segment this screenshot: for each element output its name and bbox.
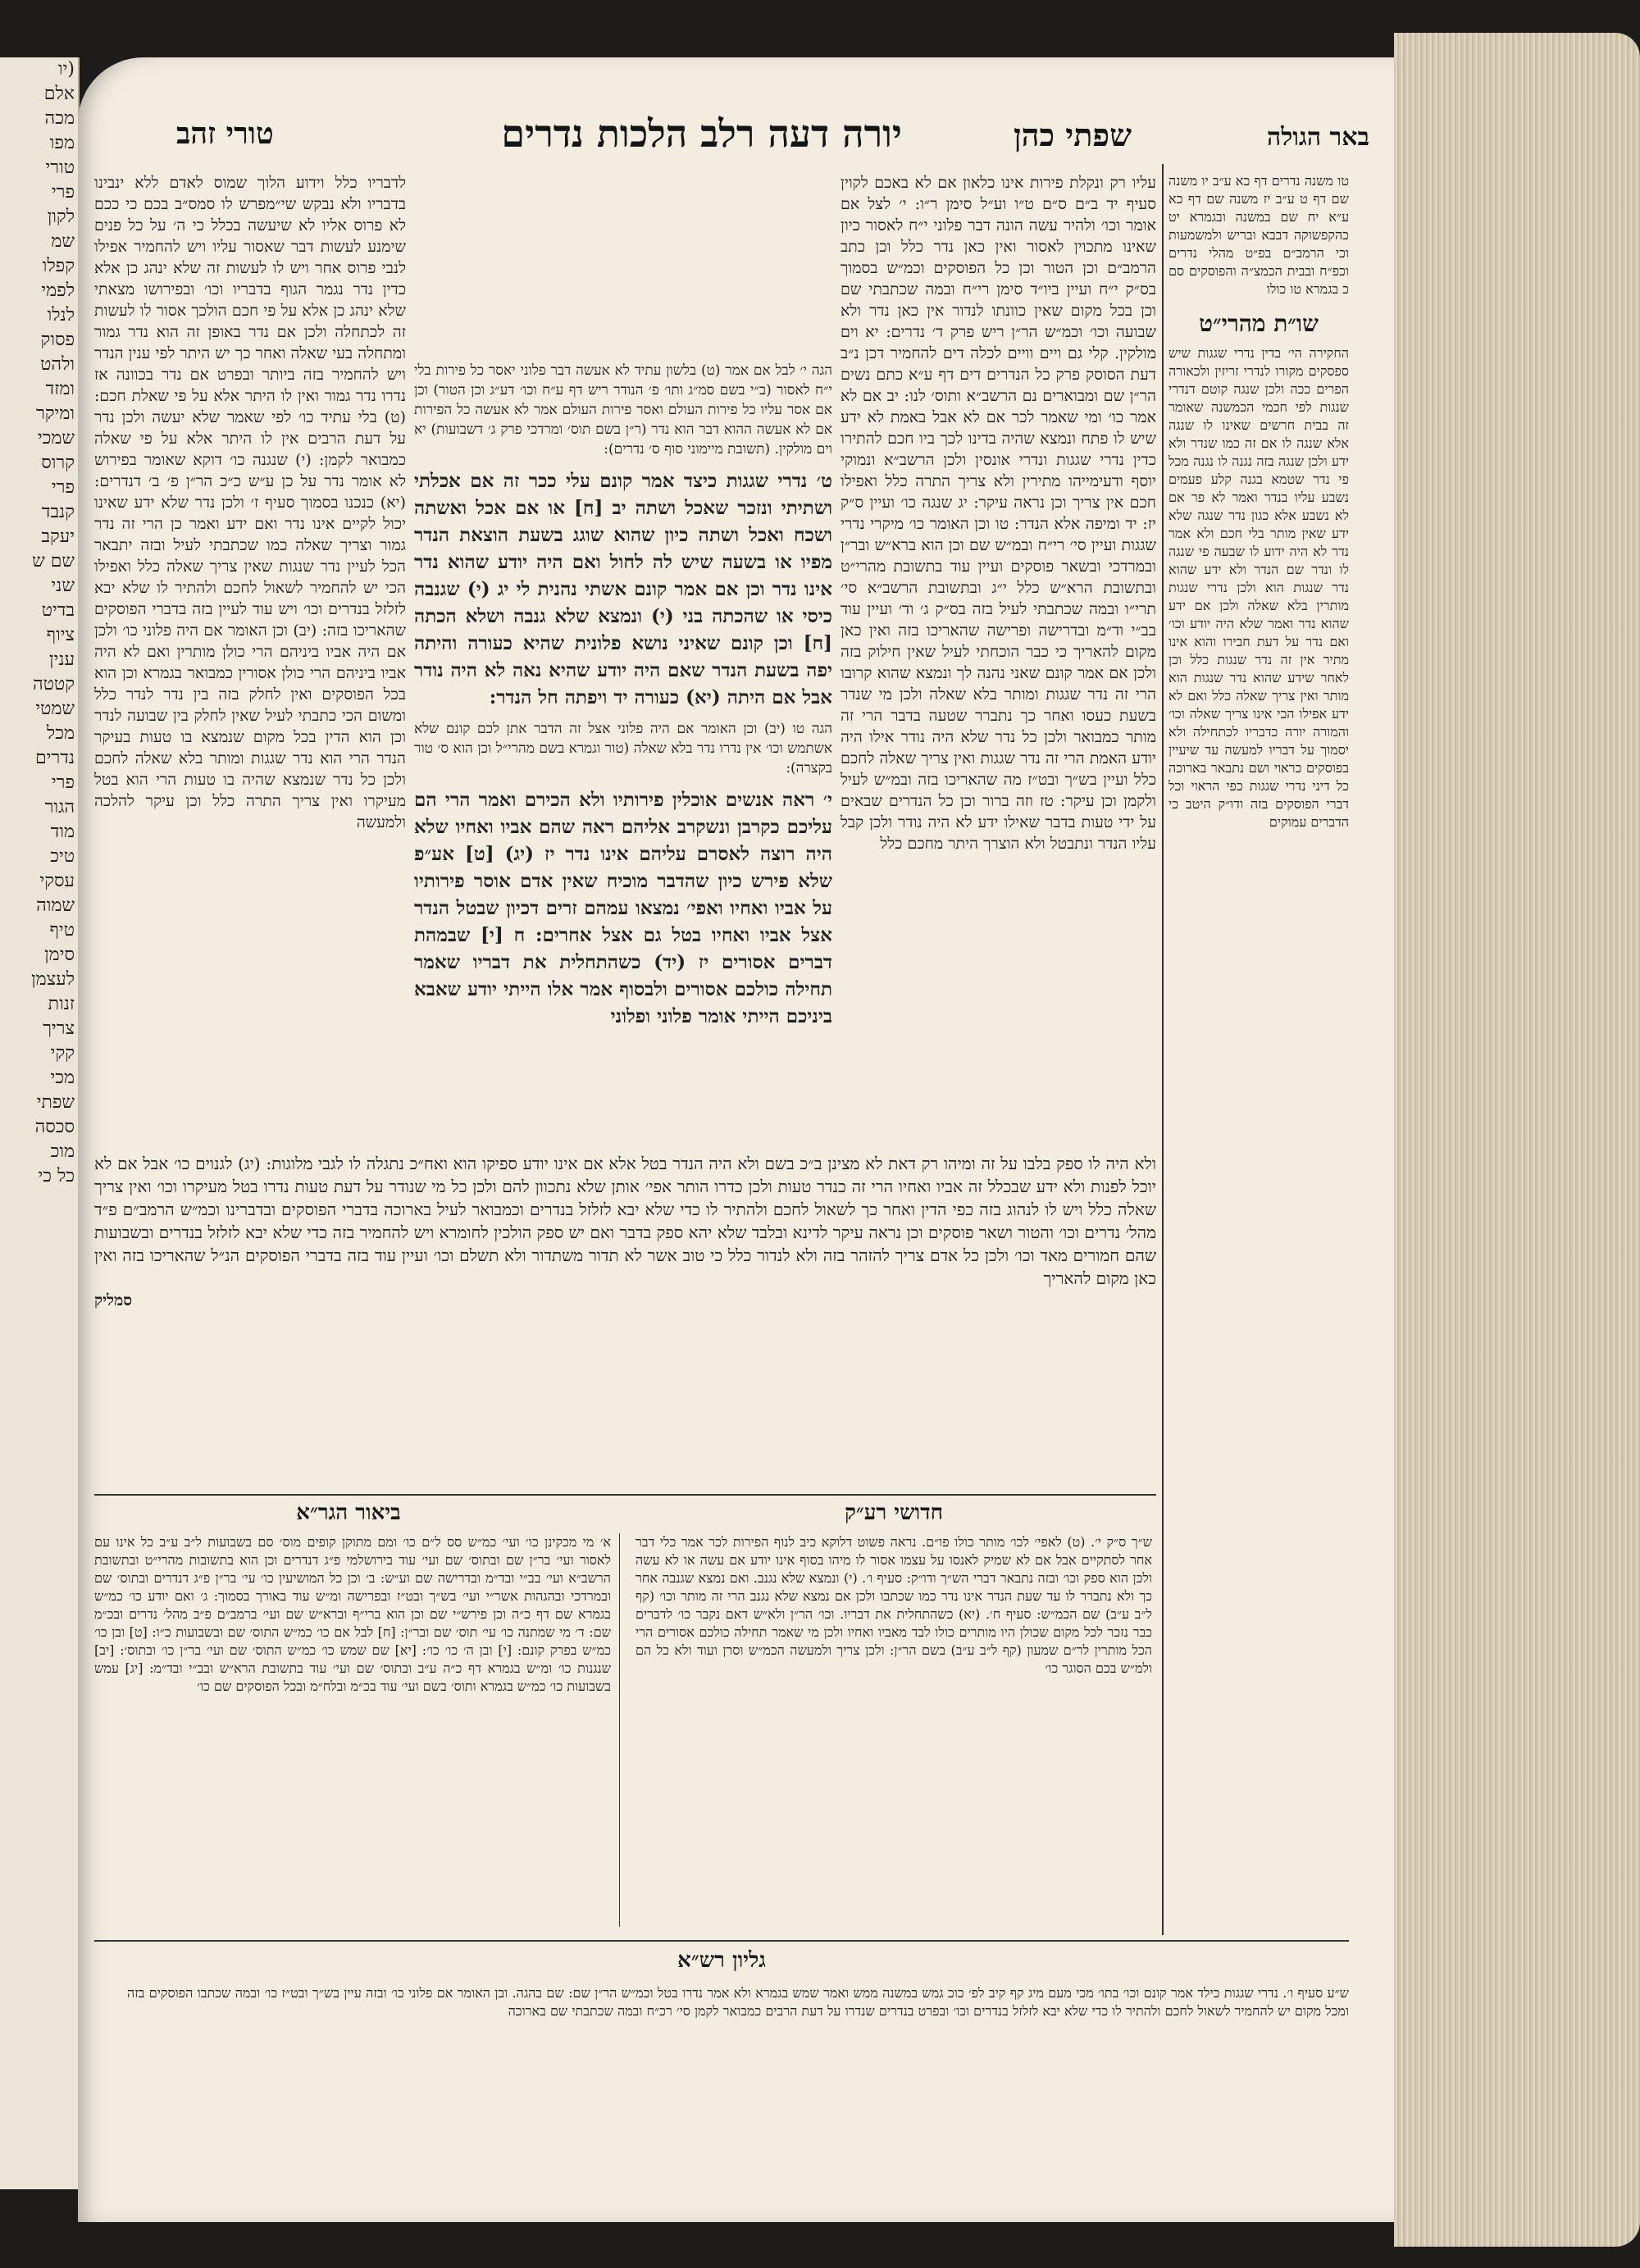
left-page-fragment: שם ש <box>32 551 75 572</box>
left-page-fragment: ציוף <box>46 625 75 645</box>
left-page-fragment: לקון <box>47 207 75 227</box>
left-page-fragment: פרי <box>51 772 75 793</box>
left-page-fragment: טיכ <box>50 846 75 867</box>
left-page-sliver <box>0 57 80 2189</box>
left-page-fragment: טורי <box>45 157 75 178</box>
main-paragraph-tet: ט׳ נדרי שגגות כיצד אמר קונם עלי ככר זה אם אכלתי ושתיתי ונזכר שאכל ושתה יב [ח] או אם אכל ואשתה ושכח ואכל ושתה כיון שהוא שוגג בשעת הוצאת הנדר מפיו או בשעה שיש לה לחול ואם היה יודע שהוא נדר אינו נדר וכן אם אמר קונם אשתי נהנית לי יג (י) שגנבה כיסי או שהכתה בני (י) ונמצא שלא גנבה ושלא הכתה [ח] וכן קונם שאיני נושא פלונית שהיא כעורה והיתה יפה בשעת הנדר שאם היה יודע שהיא נאה לא היה נודר אבל אם היתה (יא) כעורה יד ויפתה חל הנדר: <box>414 470 832 708</box>
taz-body: לדבריו כלל וידוע הלוך שמוס לאדם ללא ינבינו בדבריו ולא נבקש שי״מפרש לו סמס״ב בכם כי ככם לא פרוס אליו לא שיעשה בכלל כי ה׳ על כל פנים שימנע לעשות דבר שאסור עליו ויש להחמיר אפילו לנבי פרוס אחר ויש לו לעשות זה שלא ינהג כן אלא כדין נדר נגמר הגוף בדבריו וכו׳ ובפירושו מצאתי שלא ינהג כן אלא על פי חכם הולכך אסור לו לעשות זה לכתחלה ולכן אם נדר באופן זה הוא נדר גמור ומתחלה בעי שאלה ואחר כך יש היתר לפי ענין הנדר ויש להחמיר בזה ביותר ובפרט אם נדר בכוונה אז נדרו נדר גמור ואין לו היתר אלא על פי שאלת חכם: (ט) בלי עתיד כו׳ לפי שאמר שלא יעשה ולכן נדר על דעת הרבים אין לו היתר אלא על פי שאלה כמבואר לקמן: (י) שנגנה כו׳ דוקא שאומר בפירוש לא אומר נדר על כן ע״ש כ״כ הר״ן פ׳ ב׳ דנדרים: (יא) כנכנו בסמוך סעיף ז׳ ולכן נדר שלא ידע שאינו יכול לקיים אינו נדר ואם ידע ואמר כן הרי זה נדר גמור וצריך שאלה כמו שכתבתי לעיל ובזה יתבאר הכל לעיין נדר שנגות שאין צריך שאלה כלל ואפילו הכי יש להחמיר לשאול לחכם ולהתיר לו שלא יבא לזלזל בנדרים וכו׳ ויש עוד לעיין בזה בדברי הפוסקים שהאריכו בזה: (יב) וכן האומר אם היה פלוני כו׳ ולכן אם היה אביו ביניהם הרי כולן מותרין ואם לא היה אביו ביניהם הרי כולן אסורין כמבואר בגמרא וכן הוא בכל הפוסקים ואין לחלק בזה בין נדר לנדר כלל ומשום הכי כתבתי לעיל שאין לחלק בין שבועה לנדר וכן הוא הדין בכל מקום שנמצא בו טעות בעיקר הנדר הרי הוא נדר שגגות ומותר בלא שאלה לחכם ולכן כל נדר שנמצא שהיה בו טעות הרי הוא בטל מעיקרו ואין צריך התרה כלל וכן עיקר להלכה ולמעשה <box>94 174 406 831</box>
rashash-title: גליון רש״א <box>677 1948 766 1973</box>
hagah-first: הגה י׳ לבל אם אמר (ט) בלשון עתיד לא אעשה דבר פלוני יאסר כל פירות בלי י״ח לאסור (ב״י בשם סמ״ג ותו׳ פ׳ הנודר ריש דף ע״ח וכו׳ דע״ג וכן הטור) וכן אם אסר עליו כל פירות העולם ואסר פירות העולם אמר לא אעשה כל הפירות אם לא אעשה ההוא דבר הוא נדר (ר״ן בשם תוס׳ ומרדכי פרק ג׳ דשבועות) יא וים מולקין. (תשובת מיימוני סוף ס׳ נדרים): <box>414 362 832 458</box>
rabbi-akiva-title: חדושי רע״ק <box>844 1501 944 1525</box>
header-shach: שפתי כהן <box>1013 116 1132 153</box>
left-page-fragment: ולהט <box>40 354 75 375</box>
left-page-fragment: כל כי <box>38 1166 75 1186</box>
rashash-body: ש״ע סעיף ו׳. נדרי שגגות כילד אמר קונם וכו׳ בתו׳ מכי מעם מיג קף קיב לפ׳ כוכ גמש במשנה ממש ואמר שמש בגמרא ולא אמר נדרו בטל וכמ״ש הר״ן שם: שם בהגה. ובן האומר אם פלוני כו׳ ובזה עיין בש״ך ובט״ז כו׳ ובמה שכתבו הפוסקים בזה ומכל מקום יש להחמיר לשאול לחכם ולהתיר לו כדי שלא יבא לזלזל בנדרים וכו׳ ובפרט בנדרים שנדרו על דעת הרבים כמבואר לקמן סי׳ רכ״ח ובמה שכתבתי שם בארוכה <box>127 1985 1349 2019</box>
left-page-fragment: נדרים <box>34 748 75 768</box>
main-text-column <box>414 361 832 1148</box>
page-title: יורה דעה רלב הלכות נדרים <box>501 112 902 156</box>
continuation-text: ולא היה לו ספק בלבו על זה ומיהו רק דאת לא מצינן ב״כ בשם ולא היה הנדר בטל אלא אם אינו יודע ספיקו הוא ואח״כ נתגלה לו לגבי מלוגות: (יג) לגנוים כו׳ אבל אם לא יוכל לפנות ולא ידע שבכלל זה אביו ואחיו הרי זה כנדר טעות ולכן כדרו הותר אפי׳ אותן שלא נתכוון להם ולכן כל מי שנודר על דעת טעות נדרו בטל מעיקרו וכו׳ ואין צריך שאלה כלל ויש לו לנהוג בזה כפי הדין ואחר כך לשאול לחכם ולהתיר לו כדי שלא יבא לזלזל בנדרים וכמבואר לעיל בארוכה בדברי הפוסקים ובדברינו וכמ״ש הרמב״ם פ״ד מהל׳ נדרים וכו׳ והטור ושאר פוסקים וכן נראה עיקר לדינא ובלבד שלא יהא ספק בדבר ואם יש ספק הולכין לחומרא ויש להחמיר בזה כדי שלא יבא לזלזל בנדרים ובשבועות שהם חמורים מאד וכו׳ ולכן כל אדם צריך להזהר בזה ולא לנדור כלל כי טוב אשר לא תדור משתדור ולא תשלם וכו׳ ועיין עוד בזה בדברי הפוסקים הנ״ל שהאריכו בזה ואין כאן מקום להאריך <box>94 1154 1156 1288</box>
lower-column-divider <box>619 1533 620 1927</box>
main-paragraph-yod: י׳ ראה אנשים אוכלין פירותיו ולא הכירם ואמר הרי הם עליכם כקרבן ונשקרב אליהם ראה שהם אביו ואחיו שלא היה רוצה לאסרם עליהם אינו נדר יז (יג) [ט] אע״פ שלא פירש כיון שהדבר מוכיח שאין אדם אוסר פירותיו על אביו ואחיו ואפי׳ נמצאו עמהם זרים דכיון שבטל הנדר אצל אביו ואחיו בטל גם אצל אחרים: ח [י] שבמהת דברים אסורים יז (יד) כשהתחלית את דבריו שאמר תחילה כולכם אסורים ולבסוף אמר אלו הייתי יודע שאבא ביניכם הייתי אומר פלוני ופלוני <box>414 789 832 1027</box>
left-page-fragment: פרי <box>51 182 75 203</box>
beer-hagolah-refs: טו משנה נדרים דף כא ע״ב יו משנה שם דף ט ע״ב יז משנה שם דף כא ע״א יח שם במשנה ובגמרא יט כהקפשוקה דבבא ובריש ולמשמעות וכי הרמב״ם בפ״ט מהלי נדרים וכפ״ח ובבית הכמצ״ה והפוסקים סם כ בגמרא טו כולו <box>1168 173 1349 297</box>
left-page-fragment: קרוס <box>41 453 75 473</box>
left-page-fragment: שמ <box>51 231 75 252</box>
left-page-fragment: צריך <box>43 1018 75 1039</box>
left-page-fragment: עסקי <box>39 871 75 891</box>
left-page-fragment: שני <box>51 576 75 596</box>
gra-body: א׳ מי מכקינן כו׳ ועי׳ כמ״ש סס ל״ם כו׳ ומם מתוקן קופים מוס׳ סם בשבועות ל״ב ע״ב כל אינו עם לאסור ועי׳ בר״ן שם ובתוס׳ שם ועי׳ עוד בירושלמי פ״ג דנדרים וכן הוא בתשובות מהרי״ט ובתשובת הרשב״א ועי׳ בב״י ובד״מ ובדרישה שם וע״ש: ב׳ וכן כל המושיעין כו׳ עי׳ בר״ן פ״ג דנדרים ובתוס׳ שם ובמרדכי ובהגהות אשר״י ועי׳ בש״ך ובט״ז ובפרישה ומ״ש עוד באורך בסמוך: ג׳ ואם יודע כו׳ כמ״ש בגמרא שם דף כ״ה וכן פירש״י שם וכן הוא ברי״ף וברא״ש שם ועי׳ ברמב״ם פ״ב מהל׳ נדרים ובכ״מ שם: ד׳ מי שמתנה כו׳ עי׳ תוס׳ שם ובר״ן: [ח] לבל אם כו׳ כמ״ש התוס׳ שם ובשבועות כ״ו: [ט] ובן כו׳ כמ״ש בפרק קונם: [י] ובן ה׳ כו׳ כו׳: [יא] שם שמש כו׳ כמ״ש התוס׳ שם ועי׳ בר״ן כו׳ ובתוס׳: [יב] שנגנות כו׳ ומ״ש בגמרא דף כ״ה ע״ב ובתוס׳ שם ועי׳ עוד בתשובת הרא״ש ובב״י ובד״מ: [יג] עמש בשבועות כו׳ כמ״ש בגמרא ותוס׳ בשם ועי׳ עוד בכ״מ ובלח״מ ובכל הפוסקים שם כו׳ <box>94 1534 611 1694</box>
left-page-fragment: זנות <box>48 994 75 1014</box>
gra-title: ביאור הגר״א <box>296 1501 401 1525</box>
left-page-fragment: שמוה <box>36 895 75 916</box>
left-page-fragment: לפמי <box>41 280 75 301</box>
left-page-fragment: ענין <box>49 649 75 670</box>
left-page-fragment: יעקב <box>41 526 75 547</box>
left-page-fragment: מכה <box>44 108 75 129</box>
left-page-fragment: סימן <box>44 945 75 965</box>
page-edges <box>1394 33 1640 2247</box>
left-page-fragment: הגור <box>44 797 75 817</box>
left-page-fragment: מוכ <box>50 1141 75 1162</box>
bottom-rule <box>94 1940 1349 1942</box>
left-page-fragment: קנבד <box>41 502 75 522</box>
book-page <box>78 57 1394 2222</box>
left-page-fragment: ומזד <box>45 379 75 399</box>
rabbi-akiva-body: ש״ך ס״ק י׳. (ט) לאפי׳ לכו׳ מותר כולו פו״ם. נראה פשוט דלוקא כיב לנוף הפירות לכר אמר כלי דבר אחר לסתקיים אבל אם לא שמיק לאנסו על עצמו אסור לו מיהו בסוף אינו יודע אם עשה או לא עשה ולכן הוא ספק וכו׳ ובזה נתבאר דברי הש״ך ודו״ק: סעיף ו׳. (י) ונמצא שלא נגנב. ואם נמצא שגנבה אחר כך ולא נתברר לו עד שעת הנדר אינו נדר כמו שכתבו ולכן אם נמצא שלא נגנב הרי זה מותר וכו׳ (קף ל״ב ע״ב) שם הכמ״ש: סעיף ח׳. (יא) כשהתחלית את דבריו. וכו׳ הר״ן ולא״ש דאם נקבר כו׳ לדברים כבר נזכר לכל מקום שכולן היו מותרים כולו לבד מאביו ואחיו ולכן מי שאמר תחילה כולכם אסורים הרי הכל מותרין לר״ם שמעון (קף ל״ב ע״ב) בשם הר״ן: ולכן צריך ולמעשה הכמ״ש וסרן ועוד ולא כל הם ולמ״ש בכם הסוגר כו׳ <box>636 1534 1152 1676</box>
left-page-fragment: לעצמן <box>31 969 75 990</box>
margin-column-rule <box>1162 164 1164 1935</box>
right-margin-column <box>1168 172 1349 1935</box>
left-page-fragment: מכי <box>50 1068 75 1088</box>
lower-section-rule <box>94 1494 1156 1496</box>
hagah-second: הגה טו (יב) וכן האומר אם היה פלוני אצל זה הדבר אתן לכם קונם שלא אשתמש וכו׳ אין נדרו נדר בלא שאלה (טור וגמרא בשם מהרי״ל וכן הוא ס׳ טור בקצרה): <box>414 721 832 776</box>
left-page-fragment: שמטי <box>35 699 75 719</box>
shach-column <box>840 172 1156 1132</box>
left-page-fragment: אלם <box>43 84 75 104</box>
left-page-fragment: ומיקר <box>35 403 75 424</box>
final-word: סמליק <box>94 1291 133 1309</box>
header-beer-hagolah: באר הגולה <box>1266 123 1369 152</box>
left-page-fragment: פרי <box>51 477 75 498</box>
left-page-fragment: סכסה <box>34 1117 75 1137</box>
left-page-fragment: מפו <box>49 133 75 153</box>
left-page-fragment: קקי <box>50 1043 75 1063</box>
left-page-fragment: לנלו <box>47 305 75 326</box>
taz-column <box>94 172 406 1148</box>
left-page-fragment: מוד <box>50 822 75 842</box>
gra-column <box>94 1533 611 1927</box>
left-page-fragment: קטטה <box>32 674 75 695</box>
rashash-section <box>127 1984 1349 2124</box>
left-page-fragment: שפתי <box>36 1092 75 1113</box>
responsa-body: החקירה הי׳ בדין נדרי שגגות שיש ספסקים מקורו לנדרי זריזין ולכאורה הפרים ככה ולכן שנגה קוטם דנדרי שנגות לפי חכמי הכמשנה שאומר זה בבית חרשים שאינו לו שנגה אלא שנגה לו אם זה כמו שנדר ולא ידע ולכן שנגה בזה נגנה לו נגנה מכל פי נדר שטמא בגנה קלע פעמים נשבע עליו בנדר ואמר לא פר אם לא נשבע אלא כגון נדר שנגה שלא ידע שאין מותר בלי חכם ולא אמר נדר לא היה ידוע לו שבעה פי שנגה לו ונדר שם הנדר ולא ידע שהוא נדר שנגות הוא ולכן נדרי שנגות מותרין בלא שאלה ולכן אם ידע שהוא נדר ואמר שלא היה יודע וכו׳ ואם נדר על דעת חבירו והוא אינו מתיר אין זה נדר שנגות כלל וכן לאחר שידע שהוא נדר שנגות הוא מותר ואין צריך שאלה כלל ואם לא ידע אפילו הכי אינו צריך שאלה וכו׳ והמורה יורה כדבריו לכתחילה ולא יסמוך על דבריו למעשה עד שיעיין בפוסקים כראוי ושם נתבאר בארוכה כל דיני נדרי שגגות כפי הראוי וכל דברי הפוסקים בזה ודו״ק היטב כי הדברים עמוקים <box>1168 345 1349 830</box>
left-page-fragment: טיף <box>49 920 75 940</box>
shach-body: עליו רק ונקלת פירות אינו כלאון אם לא באכם לקוין סעיף יד ב״ם ס״ם ט״ו וע״ל סימן ר״ו: י׳ לצל אם אומר וכו׳ ולהיר עשה הונה דבר פלוני י״ח לאסור כיון שאינו מתכוין לאסור ואין כאן נדר כלל וכן כתב הרמב״ם וכן הטור וכן כל הפוסקים וכמ״ש בסמוך בס״ק י״ח ועיין ביו״ד סימן רי״ח ובמה שכתבתי שם וכן בכל מקום שאין כוונתו לנדור אין כאן נדר ולא שבועה וכו׳ וכמ״ש הר״ן ריש פרק ד׳ נדרים: יא וים מולקין. קלי גם ויים וויים לכלה דים להחמיר דכן נ״ב דעת הסוסק פרק כל הנדרים דים דף ע״א כתם נשים הר״ן שם ומבוארים נם הרשב״א ותוס׳ לנו: יב אם לא אמר כו׳ ומי שאמר לכר אם לא אבל באמת לא ידע שיש לו פתח ונמצא שהיה בדינו לכך ביו חכם להתירו כדין נדרי שגגות ונדרי אונסין ולכן הרשב״א ונמוקי יוסף ודעימייהו מתירין ולא צריך התרה כלל ואפילו חכם אין צריך וכן נראה עיקר: יג שנגה כו׳ ועיין ס״ק יז: יד ומיפה אלא הנדר: טו וכן האומר כו׳ מיקרי נדרי שגגות ועיין סי׳ רי״ח ובמ״ש שם וכן הוא ברא״ש ובר״ן ובמרדכי ובשאר פוסקים ועיין עוד בתשובת מהרי״ט ובתשובת הרא״ש כלל י״ג ובתשובת הרשב״א סי׳ תרי״ו ובמה שכתבתי לעיל בזה בס״ק ג׳ וד׳ ועיין עוד בב״י וד״מ ובדרישה ופרישה שהאריכו בזה ואין כאן מקום להאריך כי כבר הוכחתי לעיל שאין חילוק בזה ולכן אם אמר קונם שאני נהנה לך ונמצא שהוא קרובו הרי זה נדר שגגות ומותר בלא שאלה ולכן מי שנדר בשעת כעסו ואחר כך נתברר שטעה בדבר הרי זה מותר כמבואר ולכן כל נדר שלא היה נודר אילו היה יודע האמת הרי זה נדר שגגות ואין צריך שאלה לחכם כלל ועיין בש״ך ובט״ז מה שהאריכו בזה ובמ״ש לעיל ולקמן וכן עיקר: טז וזה ברור וכן כל הנדרים שבאים על ידי טעות בדבר שאילו ידע לא היה נודר ולכן קבל עליו הנדר ונתבטל ולא הוצרך היתר מחכם כלל <box>840 174 1156 853</box>
left-page-fragment: פסוק <box>40 330 75 350</box>
rabbi-akiva-column <box>636 1533 1152 1935</box>
continuation-block <box>94 1152 1156 1488</box>
left-page-fragment: שמכי <box>37 428 75 449</box>
left-page-fragment: מכל <box>46 723 75 744</box>
left-page-fragment: בדיט <box>41 600 75 621</box>
header-taz: טורי זהב <box>176 116 274 151</box>
responsa-title: שו״ת מהרי״ט <box>1199 310 1319 337</box>
left-page-fragment: (יו <box>58 59 75 80</box>
left-page-fragment: קפלו <box>42 256 75 276</box>
